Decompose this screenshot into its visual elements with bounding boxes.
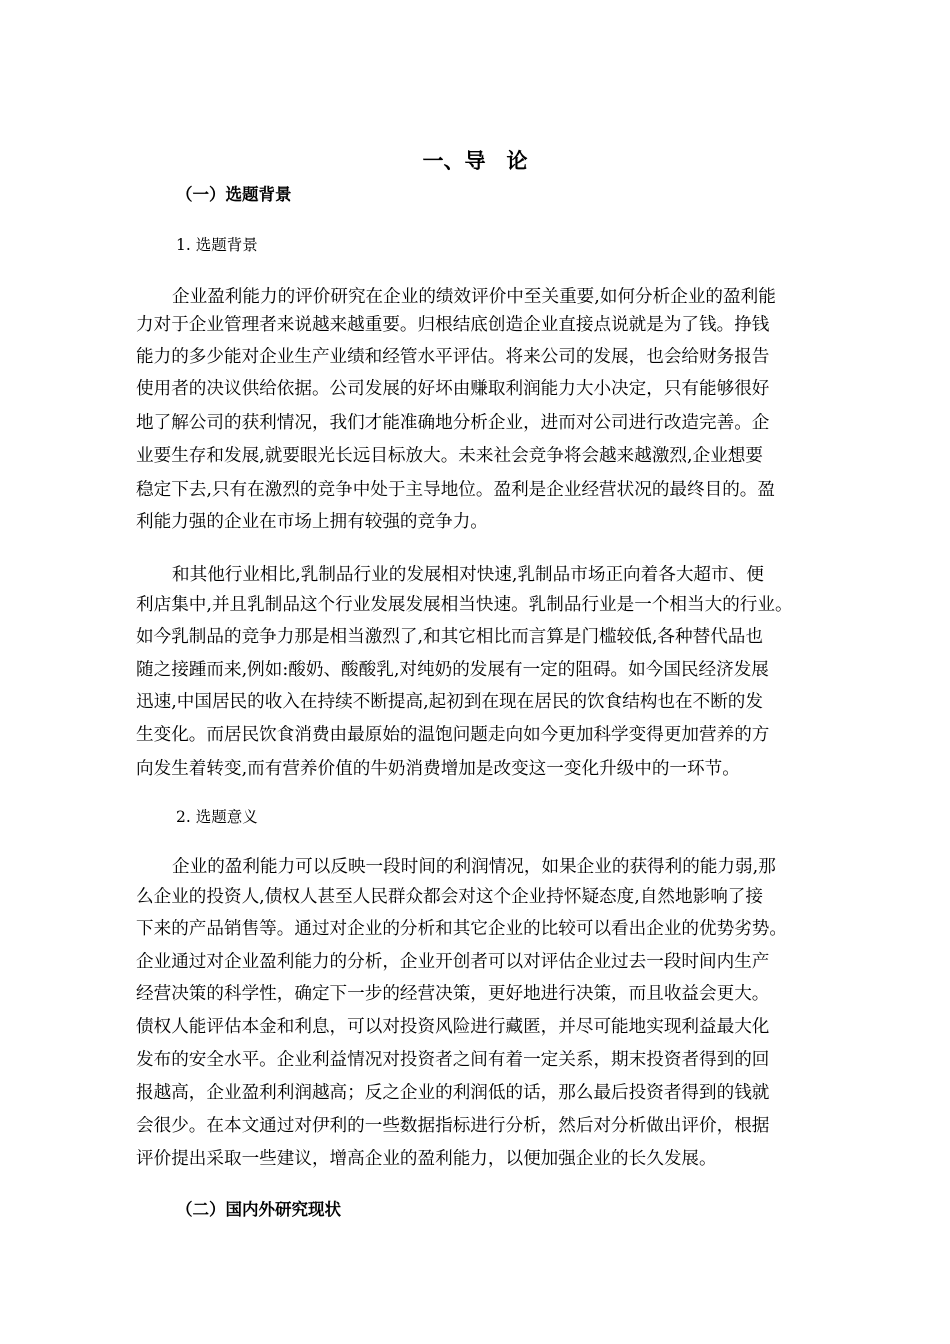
paragraph-line: 发布的安全水平。企业利益情况对投资者之间有着一定关系，期末投资者得到的回	[136, 1050, 770, 1070]
paragraph-line: 评价提出采取一些建议，增高企业的盈利能力，以便加强企业的长久发展。	[136, 1149, 717, 1169]
paragraph-line: 利店集中,并且乳制品这个行业发展发展相当快速。乳制品行业是一个相当大的行业。	[136, 595, 793, 615]
chapter-title: 一、导 论	[422, 149, 528, 173]
paragraph-line: 稳定下去,只有在激烈的竞争中处于主导地位。盈利是企业经营状况的最终目的。盈	[136, 480, 775, 500]
paragraph-line: 生变化。而居民饮食消费由最原始的温饱问题走向如今更加科学变得更加营养的方	[136, 725, 770, 745]
paragraph-line: 会很少。在本文通过对伊利的一些数据指标进行分析，然后对分析做出评价，根据	[136, 1116, 770, 1136]
paragraph-line: 么企业的投资人,债权人甚至人民群众都会对这个企业持怀疑态度,自然地影响了接	[136, 887, 763, 907]
paragraph-line: 地了解公司的获利情况，我们才能准确地分析企业，进而对公司进行改造完善。企	[136, 413, 770, 433]
section-heading-research-status: （二）国内外研究现状	[176, 1200, 341, 1219]
paragraph-line: 下来的产品销售等。通过对企业的分析和其它企业的比较可以看出企业的优势劣势。	[136, 919, 787, 939]
paragraph-line: 迅速,中国居民的收入在持续不断提高,起初到在现在居民的饮食结构也在不断的发	[136, 692, 763, 712]
paragraph-line: 和其他行业相比,乳制品行业的发展相对快速,乳制品市场正向着各大超市、便	[172, 565, 764, 585]
paragraph-line: 企业盈利能力的评价研究在企业的绩效评价中至关重要,如何分析企业的盈利能	[172, 287, 776, 307]
paragraph-line: 向发生着转变,而有营养价值的牛奶消费增加是改变这一变化升级中的一环节。	[136, 759, 740, 779]
paragraph-line: 企业的盈利能力可以反映一段时间的利润情况，如果企业的获得利的能力弱,那	[172, 857, 776, 877]
paragraph-line: 债权人能评估本金和利息，可以对投资风险进行藏匿，并尽可能地实现利益最大化	[136, 1017, 770, 1037]
paragraph-line: 使用者的决议供给依据。公司发展的好坏由赚取利润能力大小决定，只有能够很好	[136, 379, 770, 399]
paragraph-line: 企业通过对企业盈利能力的分析，企业开创者可以对评估企业过去一段时间内生产	[136, 952, 770, 972]
subsection-heading-background: 1. 选题背景	[176, 236, 258, 254]
paragraph-line: 随之接踵而来,例如:酸奶、酸酸乳,对纯奶的发展有一定的阻碍。如今国民经济发展	[136, 660, 769, 680]
paragraph-line: 能力的多少能对企业生产业绩和经管水平评估。将来公司的发展，也会给财务报告	[136, 347, 770, 367]
paragraph-line: 经营决策的科学性，确定下一步的经营决策，更好地进行决策，而且收益会更大。	[136, 984, 770, 1004]
section-heading-background: （一）选题背景	[176, 185, 292, 204]
paragraph-line: 力对于企业管理者来说越来越重要。归根结底创造企业直接点说就是为了钱。挣钱	[136, 315, 770, 335]
paragraph-line: 利能力强的企业在市场上拥有较强的竞争力。	[136, 512, 488, 532]
paragraph-line: 如今乳制品的竞争力那是相当激烈了,和其它相比而言算是门槛较低,各种替代品也	[136, 627, 763, 647]
subsection-heading-significance: 2. 选题意义	[176, 808, 258, 826]
paragraph-line: 业要生存和发展,就要眼光长远目标放大。未来社会竞争将会越来越激烈,企业想要	[136, 446, 763, 466]
paragraph-line: 报越高，企业盈利利润越高；反之企业的利润低的话，那么最后投资者得到的钱就	[136, 1083, 770, 1103]
